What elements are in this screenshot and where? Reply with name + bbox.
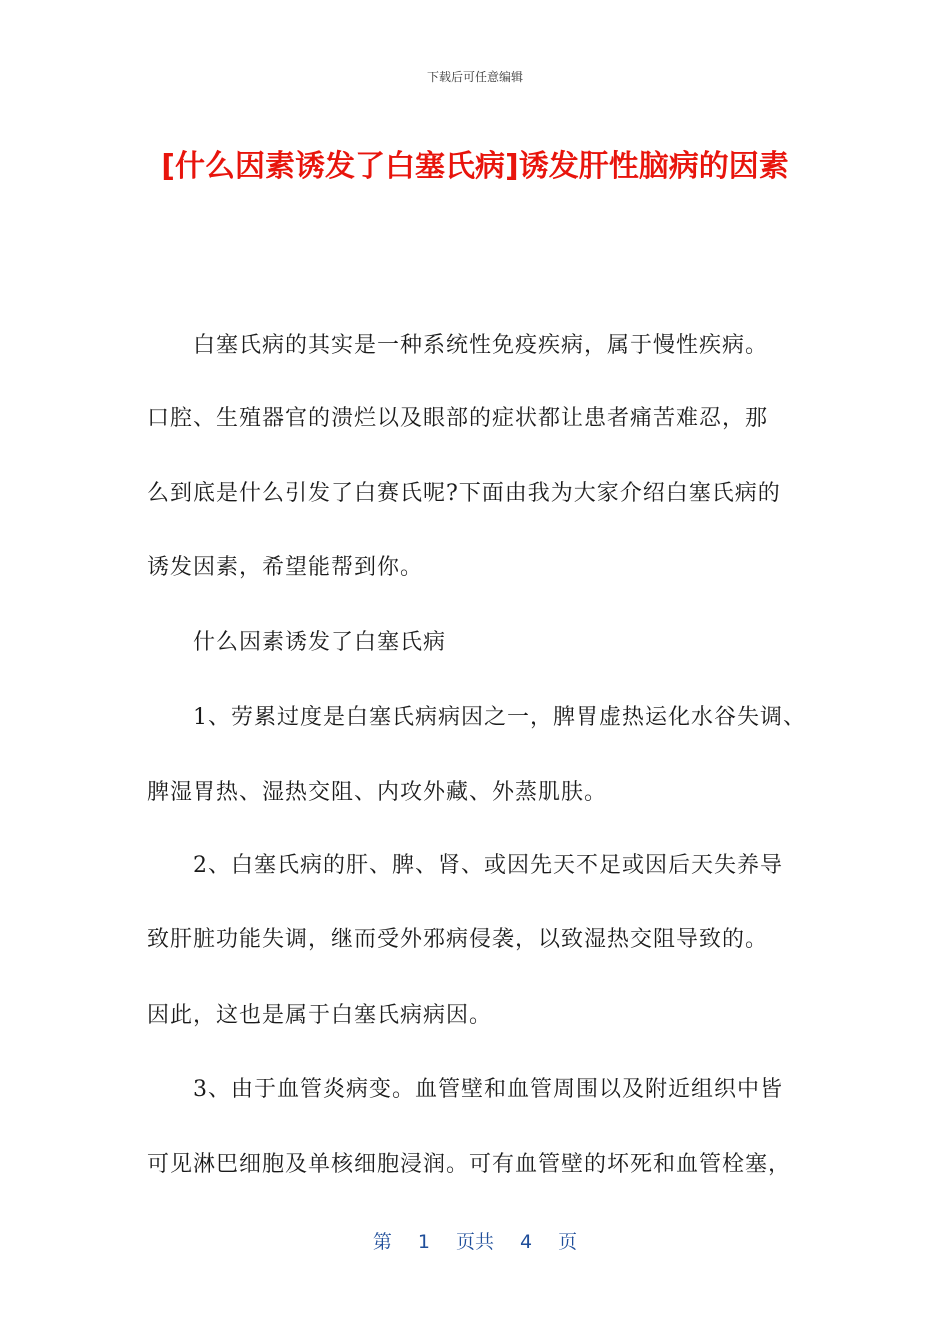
page-number: 1 — [417, 1231, 430, 1253]
document-title: [什么因素诱发了白塞氏病]诱发肝性脑病的因素 — [161, 149, 789, 184]
paragraph-line: 1、劳累过度是白塞氏病病因之一，脾胃虚热运化水谷失调、 — [193, 705, 806, 730]
page-footer — [0, 1227, 950, 1254]
paragraph-line: 诱发因素，希望能帮到你。 — [147, 555, 424, 580]
paragraph-line: 脾湿胃热、湿热交阻、内攻外藏、外蒸肌肤。 — [147, 780, 608, 805]
paragraph-line: 么到底是什么引发了白赛氏呢?下面由我为大家介绍白塞氏病的 — [147, 481, 781, 506]
paragraph-line: 可见淋巴细胞及单核细胞浸润。可有血管壁的坏死和血管栓塞， — [147, 1152, 792, 1177]
paragraph-line: 2、白塞氏病的肝、脾、肾、或因先天不足或因后天失养导 — [193, 853, 783, 878]
paragraph-line: 致肝脏功能失调，继而受外邪病侵袭，以致湿热交阻导致的。 — [147, 927, 769, 952]
header-note: 下载后可任意编辑 — [426, 70, 523, 84]
page-suffix: 页 — [558, 1231, 578, 1253]
paragraph-line: 口腔、生殖器官的溃烂以及眼部的症状都让患者痛苦难忍，那 — [147, 406, 769, 431]
section-heading: 什么因素诱发了白塞氏病 — [193, 630, 447, 655]
page-prefix: 第 — [372, 1231, 392, 1253]
total-pages: 4 — [520, 1231, 533, 1253]
paragraph-line: 因此，这也是属于白塞氏病病因。 — [147, 1003, 493, 1028]
paragraph-line: 白塞氏病的其实是一种系统性免疫疾病，属于慢性疾病。 — [193, 333, 769, 358]
paragraph-line: 3、由于血管炎病变。血管壁和血管周围以及附近组织中皆 — [193, 1077, 783, 1102]
page-mid: 页共 — [455, 1231, 494, 1253]
